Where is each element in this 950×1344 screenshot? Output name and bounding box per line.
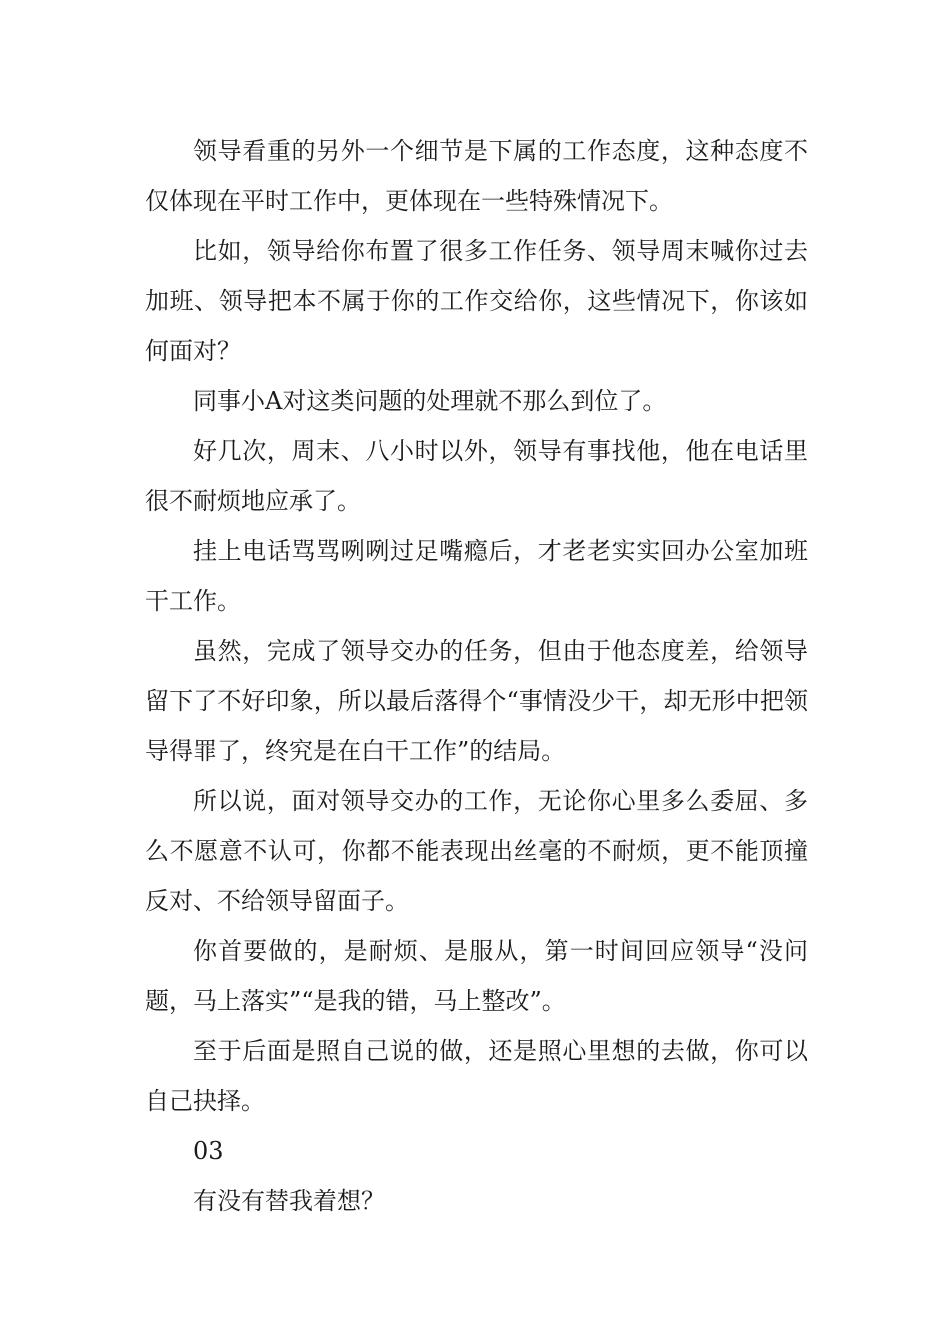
paragraph-your-choice: 至于后面是照自己说的做，还是照心里想的去做，你可以自己抉择。 xyxy=(145,1037,808,1115)
paragraph-example-question: 比如，领导给你布置了很多工作任务、领导周末喊你过去加班、领导把本不属于你的工作交给你，这些情况下，你该如何面对？ xyxy=(145,237,808,365)
paragraph-work-attitude: 领导看重的另外一个细节是下属的工作态度，这种态度不仅体现在平时工作中，更体现在一些特殊情况下。 xyxy=(145,137,808,215)
paragraph-bad-impression: 虽然，完成了领导交办的任务，但由于他态度差，给领导留下了不好印象，所以最后落得个“事情没少干，却无形中把领导得罪了，终究是在白干工作”的结局。 xyxy=(145,637,808,765)
paragraph-first-response: 你首要做的，是耐烦、是服从，第一时间回应领导“没问题，马上落实”“是我的错，马上整改”。 xyxy=(145,937,808,1015)
paragraph-complaining: 挂上电话骂骂咧咧过足嘴瘾后，才老老实实回办公室加班干工作。 xyxy=(145,537,808,615)
paragraph-weekend-calls: 好几次，周末、八小时以外，领导有事找他，他在电话里很不耐烦地应承了。 xyxy=(145,437,808,515)
paragraph-colleague-a: 同事小A对这类问题的处理就不那么到位了。 xyxy=(193,387,667,415)
section-number: 03 xyxy=(193,1137,224,1165)
paragraph-conclusion: 所以说，面对领导交办的工作，无论你心里多么委屈、多么不愿意不认可，你都不能表现出丝毫的不耐烦，更不能顶撞反对、不给领导留面子。 xyxy=(145,787,808,915)
document-page xyxy=(145,126,808,1226)
section-heading: 有没有替我着想？ xyxy=(193,1187,385,1215)
